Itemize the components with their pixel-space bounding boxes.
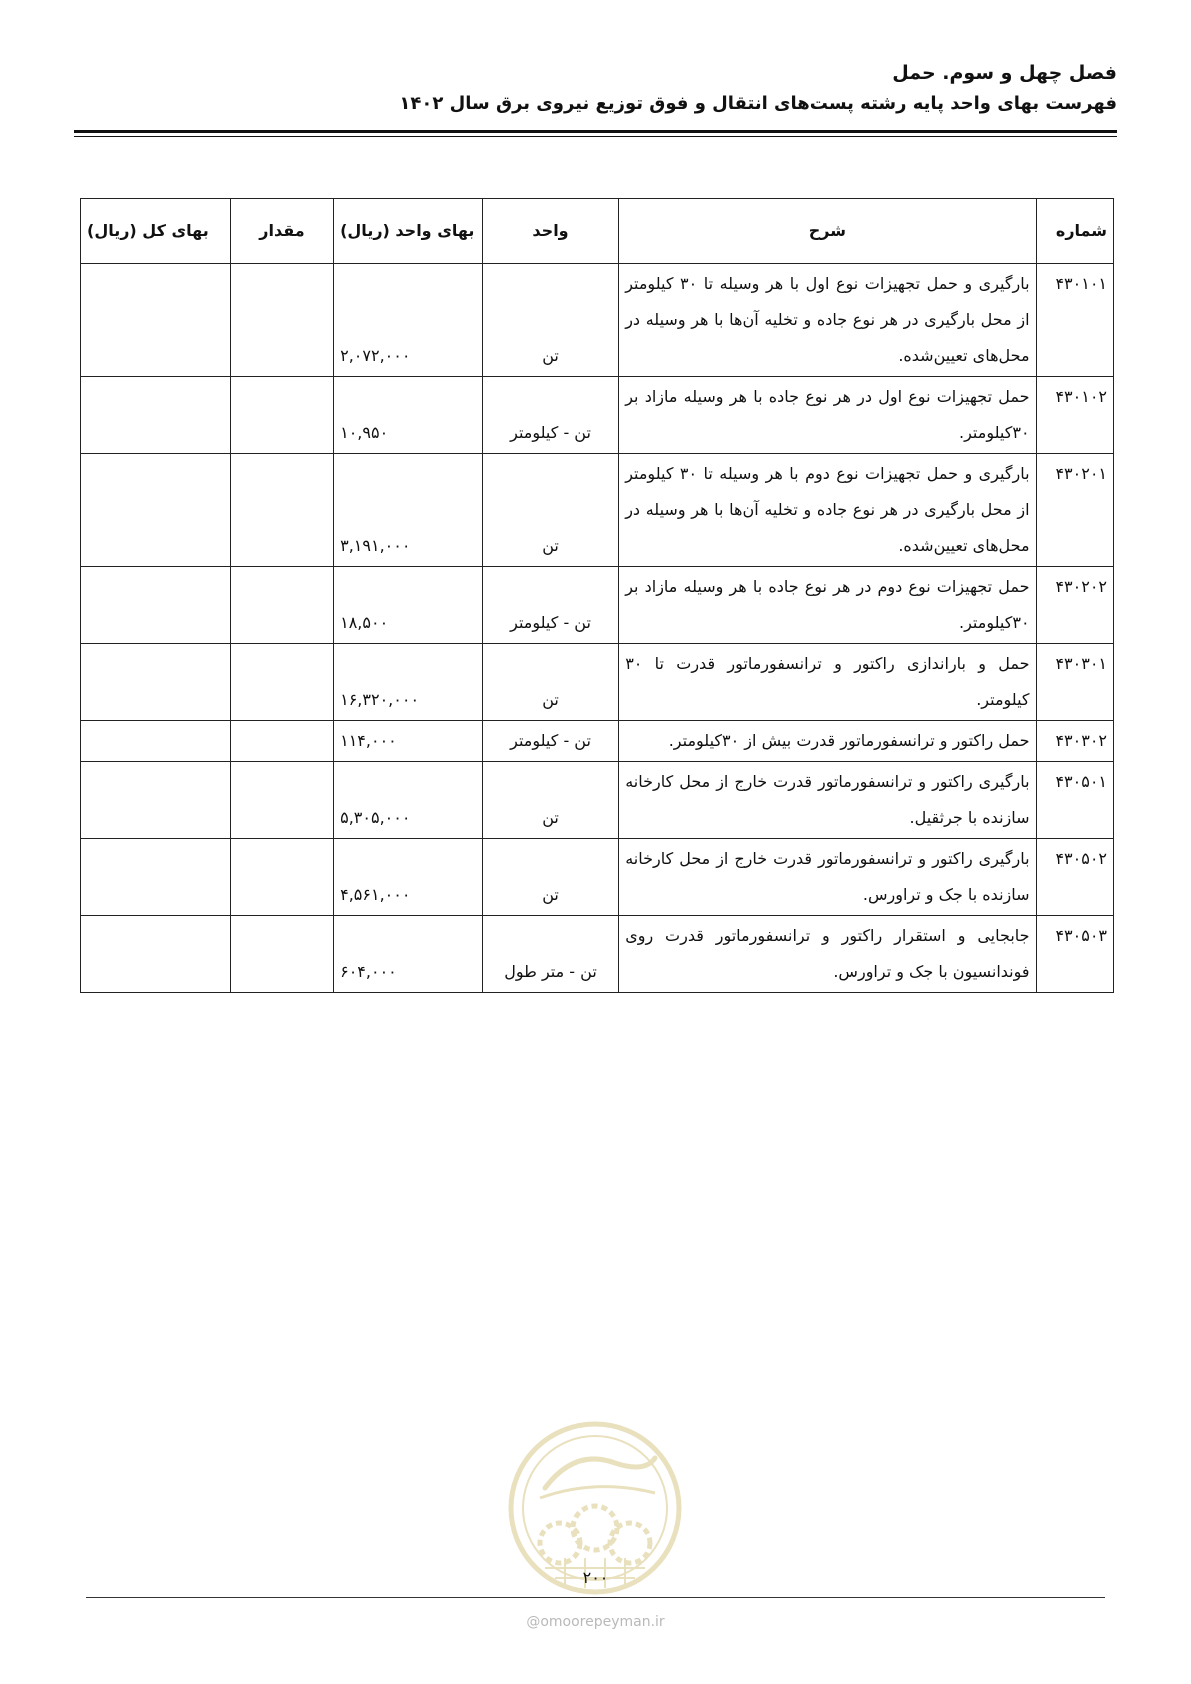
page-number: ۲۰۰ xyxy=(582,1568,609,1587)
cell-description: حمل و باراندازی راکتور و ترانسفورماتور قدرت تا ۳۰ کیلومتر. xyxy=(619,644,1036,721)
cell-unit: تن - کیلومتر xyxy=(482,721,618,762)
cell-total-price[interactable] xyxy=(81,264,231,377)
cell-description: بارگیری راکتور و ترانسفورماتور قدرت خارج از محل کارخانه سازنده با جرثقیل. xyxy=(619,762,1036,839)
cell-quantity[interactable] xyxy=(230,454,333,567)
header-rule-thick xyxy=(74,130,1117,133)
cell-unit: تن - کیلومتر xyxy=(482,567,618,644)
cell-code: ۴۳۰۳۰۲ xyxy=(1036,721,1113,762)
cell-total-price[interactable] xyxy=(81,839,231,916)
cell-unit-price: ۱۶,۳۲۰,۰۰۰ xyxy=(334,644,483,721)
cell-code: ۴۳۰۵۰۲ xyxy=(1036,839,1113,916)
document-title: فهرست بهای واحد پایه رشته پست‌های انتقال و فوق توزیع نیروی برق سال ۱۴۰۲ xyxy=(399,93,1117,114)
footer-rule xyxy=(86,1597,1105,1598)
cell-code: ۴۳۰۵۰۱ xyxy=(1036,762,1113,839)
cell-total-price[interactable] xyxy=(81,916,231,993)
chapter-title: فصل چهل و سوم. حمل xyxy=(892,62,1117,84)
cell-description: حمل راکتور و ترانسفورماتور قدرت بیش از ۳۰کیلومتر. xyxy=(619,721,1036,762)
table-row xyxy=(81,264,1114,377)
cell-total-price[interactable] xyxy=(81,721,231,762)
cell-code: ۴۳۰۳۰۱ xyxy=(1036,644,1113,721)
table-row xyxy=(81,377,1114,454)
cell-unit: تن xyxy=(482,762,618,839)
cell-code: ۴۳۰۵۰۳ xyxy=(1036,916,1113,993)
cell-description: بارگیری و حمل تجهیزات نوع اول با هر وسیله تا ۳۰ کیلومتر از محل بارگیری در هر نوع جاده و تخلیه آن‌ها با هر وسیله در محل‌های تعیین‌شده. xyxy=(619,264,1036,377)
cell-total-price[interactable] xyxy=(81,762,231,839)
cell-code: ۴۳۰۲۰۲ xyxy=(1036,567,1113,644)
header-rule-thin xyxy=(74,136,1117,137)
cell-unit-price: ۵,۳۰۵,۰۰۰ xyxy=(334,762,483,839)
table-row xyxy=(81,839,1114,916)
cell-description: حمل تجهیزات نوع اول در هر نوع جاده با هر وسیله مازاد بر ۳۰کیلومتر. xyxy=(619,377,1036,454)
cell-quantity[interactable] xyxy=(230,567,333,644)
cell-total-price[interactable] xyxy=(81,567,231,644)
cell-unit: تن - کیلومتر xyxy=(482,377,618,454)
footer-website: @omoorepeyman.ir xyxy=(526,1614,665,1630)
cell-unit: تن xyxy=(482,644,618,721)
table-row xyxy=(81,644,1114,721)
price-table xyxy=(80,198,1114,993)
table-row xyxy=(81,567,1114,644)
cell-quantity[interactable] xyxy=(230,721,333,762)
cell-code: ۴۳۰۲۰۱ xyxy=(1036,454,1113,567)
cell-total-price[interactable] xyxy=(81,377,231,454)
cell-unit: تن xyxy=(482,839,618,916)
table-row xyxy=(81,762,1114,839)
cell-quantity[interactable] xyxy=(230,839,333,916)
page-header xyxy=(74,58,1117,118)
header-unit: واحد xyxy=(482,199,618,264)
cell-unit-price: ۳,۱۹۱,۰۰۰ xyxy=(334,454,483,567)
table-row xyxy=(81,721,1114,762)
cell-quantity[interactable] xyxy=(230,377,333,454)
cell-description: حمل تجهیزات نوع دوم در هر نوع جاده با هر وسیله مازاد بر ۳۰کیلومتر. xyxy=(619,567,1036,644)
cell-unit-price: ۱۱۴,۰۰۰ xyxy=(334,721,483,762)
header-total-price: بهای کل (ریال) xyxy=(81,199,231,264)
table-row xyxy=(81,916,1114,993)
cell-unit: تن - متر طول xyxy=(482,916,618,993)
cell-unit-price: ۴,۵۶۱,۰۰۰ xyxy=(334,839,483,916)
cell-total-price[interactable] xyxy=(81,454,231,567)
cell-code: ۴۳۰۱۰۱ xyxy=(1036,264,1113,377)
table-row xyxy=(81,454,1114,567)
cell-description: جابجایی و استقرار راکتور و ترانسفورماتور قدرت روی فوندانسیون با جک و تراورس. xyxy=(619,916,1036,993)
cell-quantity[interactable] xyxy=(230,762,333,839)
header-code: شماره xyxy=(1036,199,1113,264)
cell-unit: تن xyxy=(482,454,618,567)
header-quantity: مقدار xyxy=(230,199,333,264)
header-description: شرح xyxy=(619,199,1036,264)
cell-unit-price: ۱۰,۹۵۰ xyxy=(334,377,483,454)
header-unit-price: بهای واحد (ریال) xyxy=(334,199,483,264)
cell-quantity[interactable] xyxy=(230,644,333,721)
cell-unit: تن xyxy=(482,264,618,377)
cell-code: ۴۳۰۱۰۲ xyxy=(1036,377,1113,454)
cell-quantity[interactable] xyxy=(230,264,333,377)
cell-description: بارگیری و حمل تجهیزات نوع دوم با هر وسیله تا ۳۰ کیلومتر از محل بارگیری در هر نوع جاده و تخلیه آن‌ها با هر وسیله در محل‌های تعیین‌شده. xyxy=(619,454,1036,567)
cell-total-price[interactable] xyxy=(81,644,231,721)
cell-description: بارگیری راکتور و ترانسفورماتور قدرت خارج از محل کارخانه سازنده با جک و تراورس. xyxy=(619,839,1036,916)
cell-unit-price: ۶۰۴,۰۰۰ xyxy=(334,916,483,993)
cell-unit-price: ۱۸,۵۰۰ xyxy=(334,567,483,644)
cell-unit-price: ۲,۰۷۲,۰۰۰ xyxy=(334,264,483,377)
cell-quantity[interactable] xyxy=(230,916,333,993)
table-header-row xyxy=(81,199,1114,264)
